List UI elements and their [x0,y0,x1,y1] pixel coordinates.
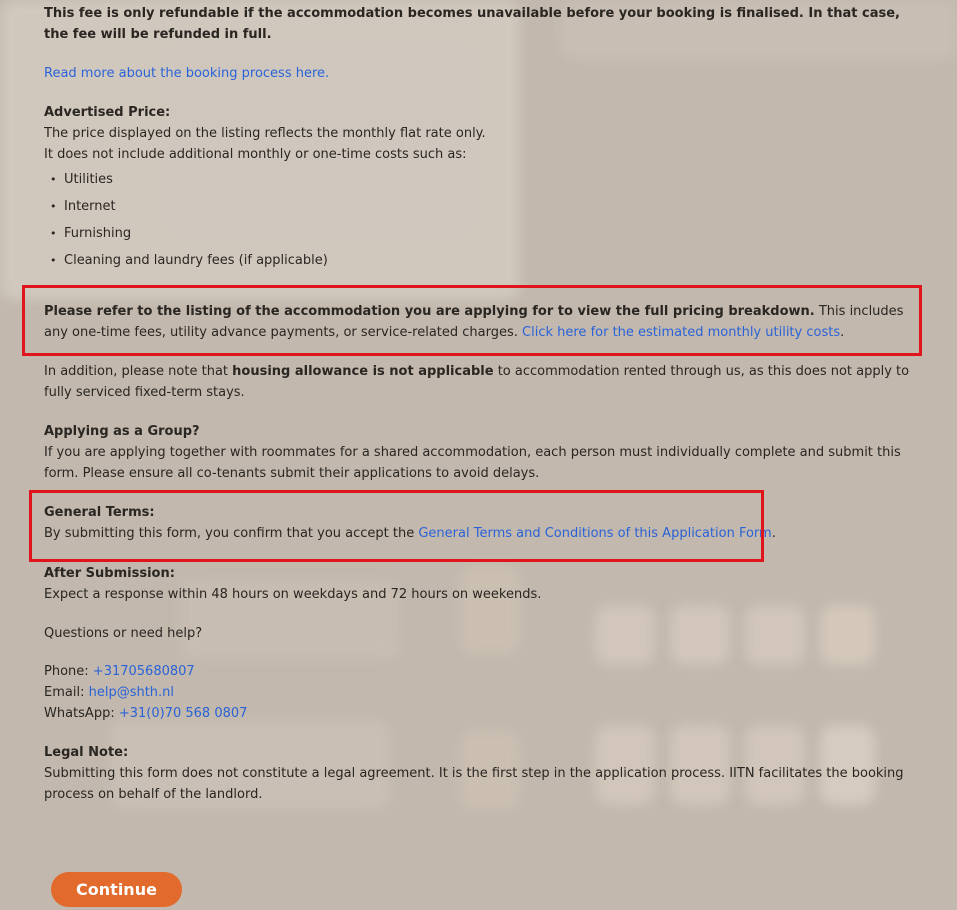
booking-process-link[interactable]: Read more about the booking process here. [44,66,330,81]
pricing-breakdown-paragraph: Please refer to the listing of the accommodation you are applying for to view the full pricing breakdown. This includes any one-time fees, utility advance payments, or service-related charges. Click here for the estimated monthly utility costs. [44,304,904,340]
after-submission-text: Expect a response within 48 hours on weekdays and 72 hours on weekends. [44,587,542,602]
general-terms-section [44,502,914,544]
housing-allowance-paragraph: In addition, please note that housing allowance is not applicable to accommodation rented through us, as this does not apply to fully serviced fixed-term stays. [44,364,910,400]
advertised-price-heading: Advertised Price: [44,105,171,120]
email-link[interactable]: help@shth.nl [88,685,175,700]
advertised-price-line1: The price displayed on the listing reflects the monthly flat rate only. [44,126,486,141]
general-terms-heading: General Terms: [44,505,155,520]
pricing-breakdown-text: This includes any one-time fees, utility advance payments, or service-related charges. [44,304,904,340]
booking-process-paragraph [44,63,914,84]
whatsapp-link[interactable]: +31(0)70 568 0807 [118,706,248,721]
list-item: • Cleaning and laundry fees (if applicable) [44,250,914,277]
list-item: • Utilities [44,169,914,196]
after-submission-heading: After Submission: [44,566,175,581]
phone-line: Phone: +31705680807 [44,664,195,679]
legal-note-section [44,742,914,805]
pricing-breakdown-bold: Please refer to the listing of the accommodation you are applying for to view the full pricing breakdown. [44,304,815,319]
group-heading: Applying as a Group? [44,424,200,439]
utility-costs-link[interactable]: Click here for the estimated monthly utility costs [522,325,841,340]
group-text: If you are applying together with roommates for a shared accommodation, each person must individually complete and submit this form. Please ensure all co-tenants submit their applications to avoid delays. [44,445,901,481]
legal-note-heading: Legal Note: [44,745,129,760]
fee-notice: This fee is only refundable if the accommodation becomes unavailable before your booking is finalised. In that case, the fee will be refunded in full. [44,6,900,42]
continue-button[interactable]: Continue [51,872,182,907]
group-application-section [44,421,914,484]
phone-link[interactable]: +31705680807 [92,664,195,679]
after-submission-section [44,563,914,605]
email-line: Email: help@shth.nl [44,685,175,700]
general-terms-link[interactable]: General Terms and Conditions of this Application Form [418,526,772,541]
contact-details [44,661,914,724]
housing-allowance-bold: housing allowance is not applicable [232,364,494,379]
whatsapp-line: WhatsApp: +31(0)70 568 0807 [44,706,248,721]
general-terms-text: By submitting this form, you confirm that you accept the General Terms and Conditions of this Application Form. [44,526,776,541]
list-item: • Internet [44,196,914,223]
advertised-price-line2: It does not include additional monthly or one-time costs such as: [44,147,467,162]
legal-note-text: Submitting this form does not constitute a legal agreement. It is the first step in the application process. IITN facilitates the booking process on behalf of the landlord. [44,766,904,802]
help-question: Questions or need help? [44,626,203,641]
advertised-price-section [44,102,914,277]
list-item: • Furnishing [44,223,914,250]
additional-costs-list [44,169,914,277]
